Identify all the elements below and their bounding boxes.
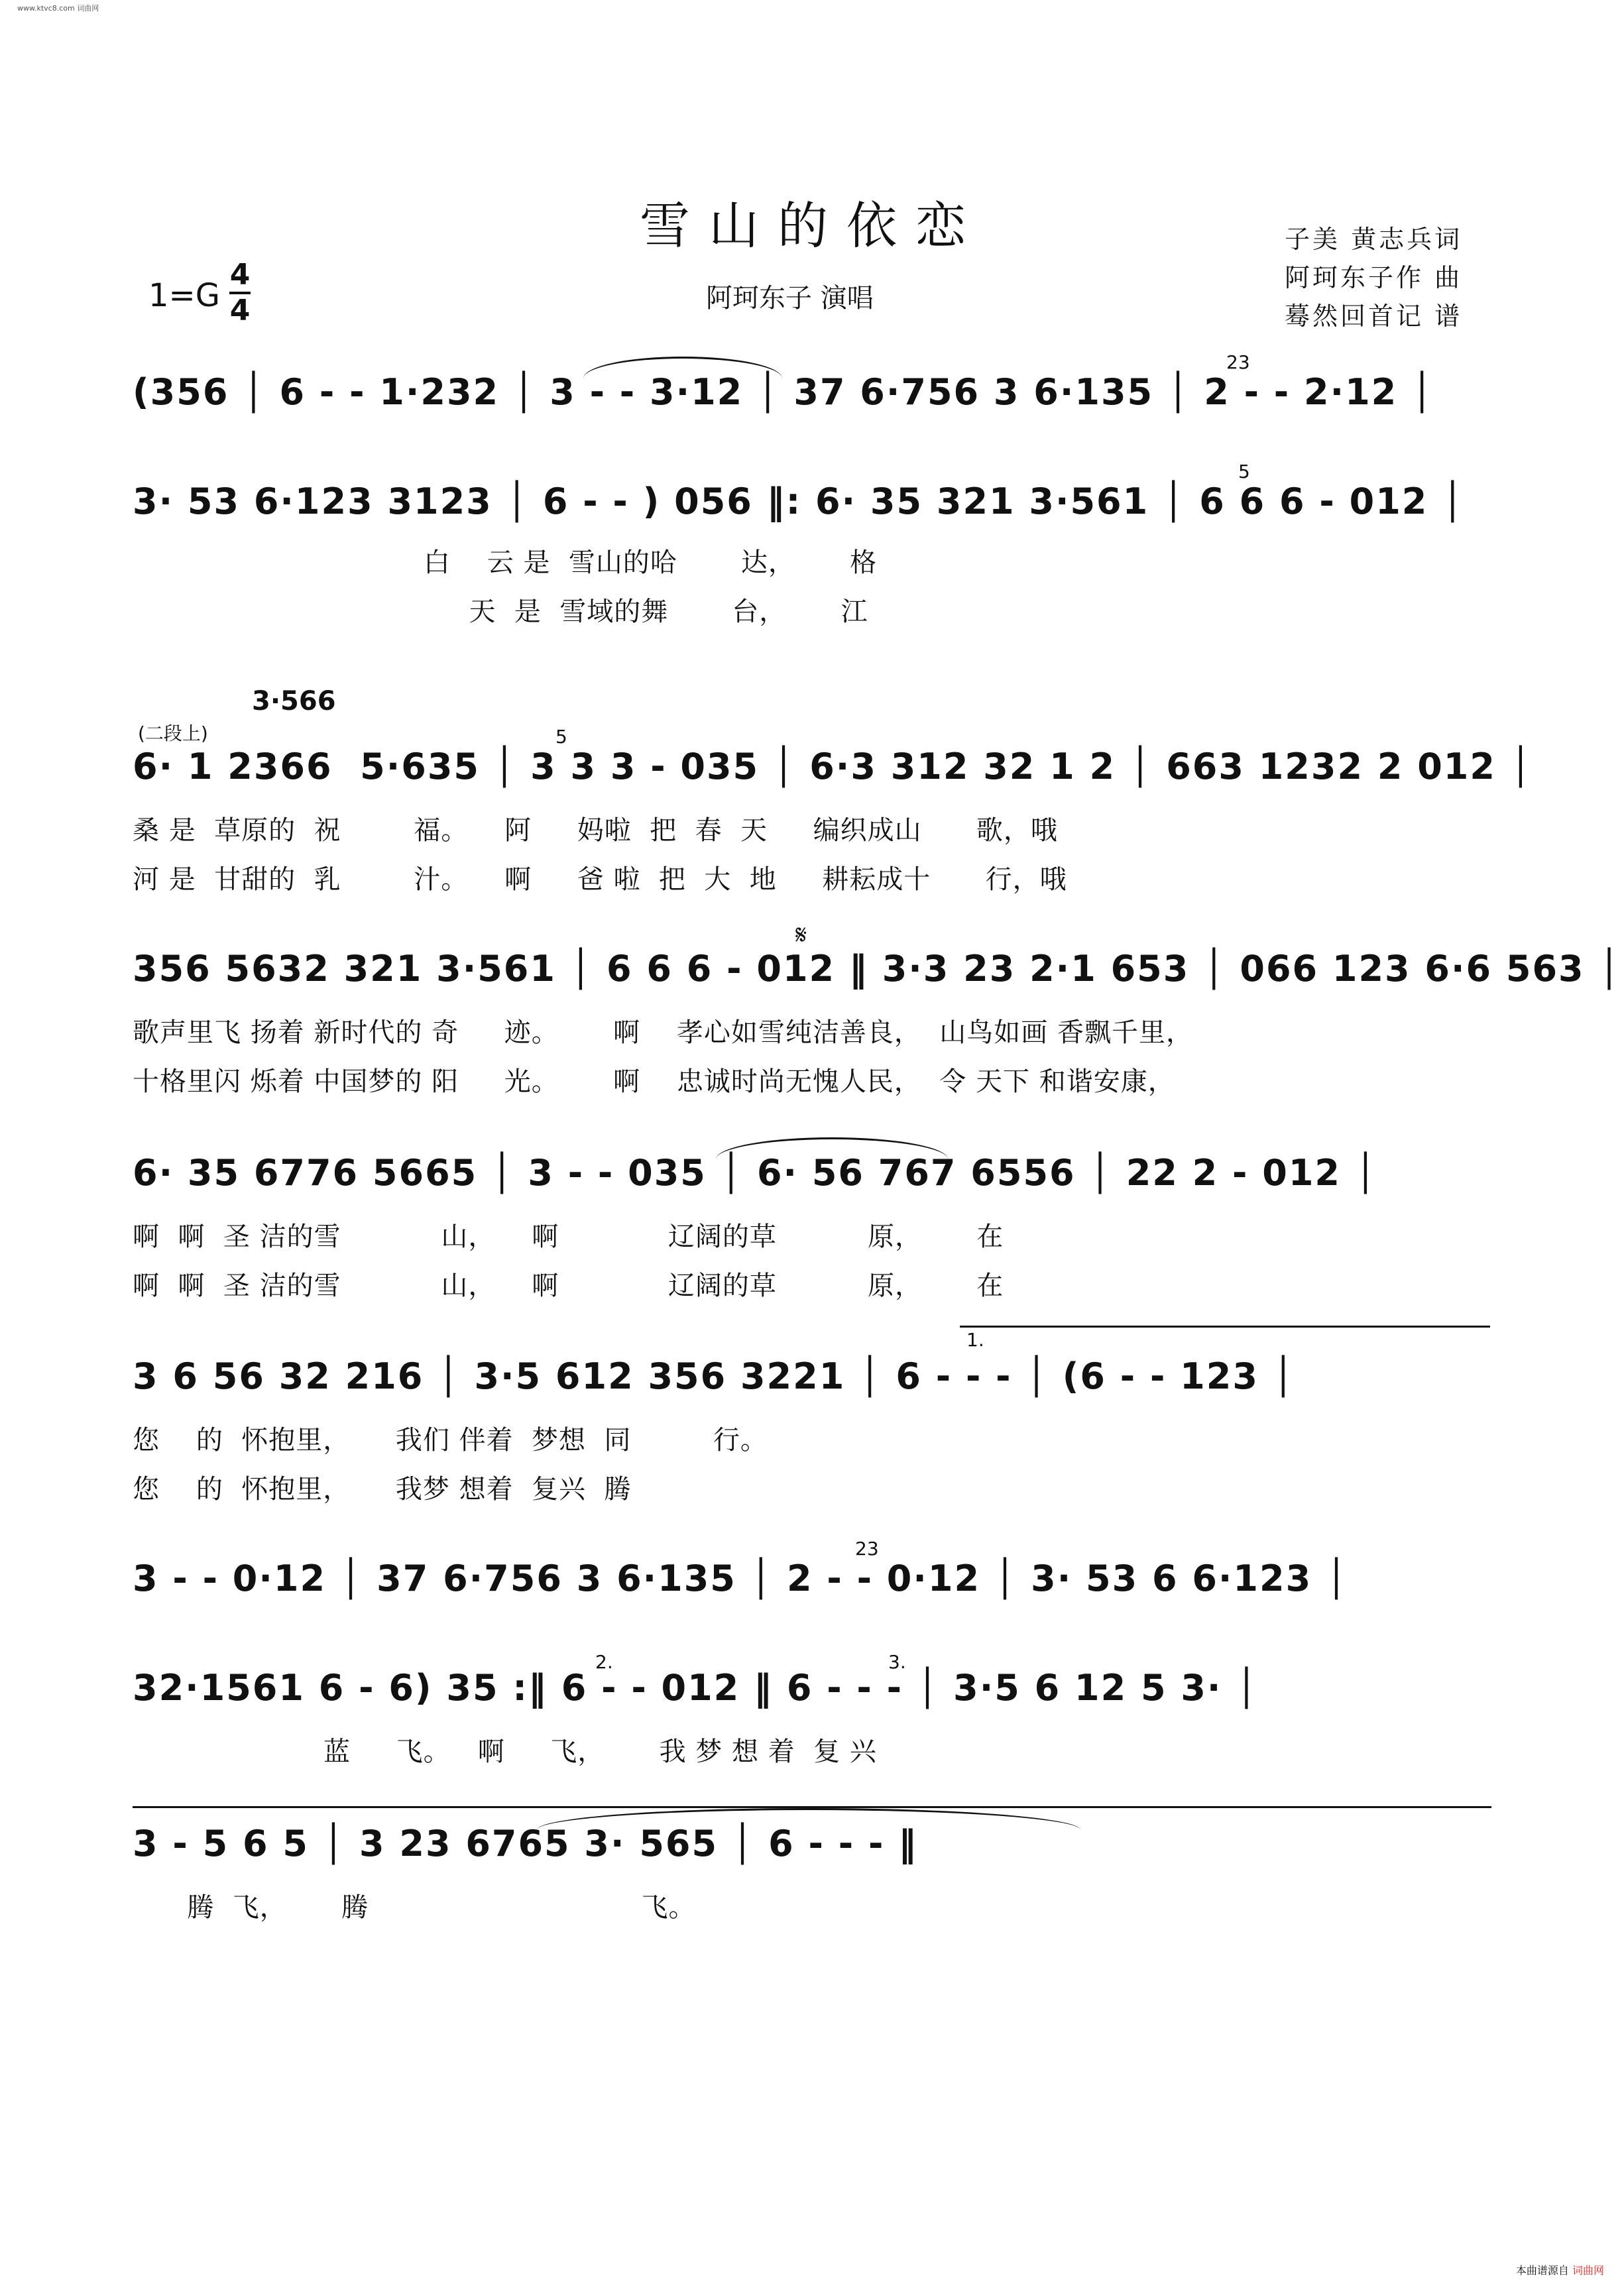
- notation-line: 6· 1 2366 5·635 │ 3 3 3 - 035 │ 6·3 312 32 1 2 │ 663 1232 2 012 │: [133, 746, 1533, 787]
- lyric-verse-1: 蓝 飞。 啊 飞， 我 梦 想 着 复 兴: [133, 1737, 877, 1767]
- song-title: 雪山的依恋: [640, 196, 984, 255]
- composer-credit: 阿珂东子作 曲: [1285, 263, 1463, 292]
- lyric-verse-2: 十格里闪 烁着 中国梦的 阳 光。 啊 忠诚时尚无愧人民， 令 天下 和谐安康，: [133, 1066, 1175, 1097]
- notation-line: 6· 35 6776 5665 │ 3 - - 035 │ 6· 56 767 6556 │ 22 2 - 012 │: [133, 1152, 1378, 1194]
- site-url: www.ktvc8.com 词曲网: [17, 4, 99, 13]
- ornament-notes: 3·566: [252, 686, 336, 716]
- notation-line: (356 │ 6 - - 1·232 │ 3 - - 3·12 │ 37 6·756 3 6·135 │ 2 - - 2·12 │: [133, 371, 1434, 413]
- lyricist-credit: 子美 黄志兵词: [1285, 225, 1463, 254]
- lyric-verse-2: 天 是 雪域的舞 台， 江: [133, 597, 868, 627]
- volta-one: 1.: [966, 1329, 984, 1351]
- footer-source: 本曲谱源自: [1515, 2264, 1569, 2277]
- footer-site: 词曲网: [1572, 2264, 1604, 2277]
- volta-three: 3.: [888, 1651, 906, 1673]
- transcriber-credit: 蓦然回首记 谱: [1285, 302, 1463, 331]
- notation-line: 356 5632 321 3·561 │ 6 6 6 - 012 ‖ 3·3 23 2·1 653 │ 066 123 6·6 563 │: [133, 948, 1621, 990]
- notation-line: 3 6 56 32 216 │ 3·5 612 356 3221 │ 6 - - - │ (6 - - 123 │: [133, 1355, 1296, 1397]
- singer-credit: 阿珂东子 演唱: [706, 283, 874, 314]
- lyric-verse-1: 歌声里飞 扬着 新时代的 奇 迹。 啊 孝心如雪纯洁善良， 山鸟如画 香飘千里，: [133, 1017, 1194, 1048]
- lyric-verse-1: 白 云 是 雪山的哈 达， 格: [133, 547, 878, 578]
- lyric-verse-2: 啊 啊 圣 洁的雪 山， 啊 辽阔的草 原， 在: [133, 1271, 1004, 1301]
- lyric-verse-1: 腾 飞， 腾 飞。: [133, 1892, 696, 1923]
- lyric-verse-1: 桑 是 草原的 祝 福。 阿 妈啦 把 春 天 编织成山 歌，哦: [133, 815, 1058, 846]
- volta-two: 2.: [595, 1651, 613, 1673]
- time-signature-top: 4: [229, 258, 251, 292]
- right-watermark-strip: [1609, 0, 1624, 2284]
- lyric-verse-2: 您 的 怀抱里， 我梦 想着 复兴 腾: [133, 1474, 632, 1505]
- key-signature: 1=G: [148, 277, 220, 314]
- verse-two-mark: (二段上): [138, 722, 208, 744]
- footer: [1516, 2262, 1604, 2277]
- time-signature: [228, 258, 252, 327]
- time-signature-bottom: 4: [229, 294, 251, 327]
- notation-line: 3 - - 0·12 │ 37 6·756 3 6·135 │ 2 - - 0·12 │ 3· 53 6 6·123 │: [133, 1558, 1349, 1599]
- left-watermark-strip: [0, 0, 15, 2284]
- notation-line: 3· 53 6·123 3123 │ 6 - - ) 056 ‖: 6· 35 321 3·561 │ 6 6 6 - 012 │: [133, 481, 1465, 522]
- lyric-verse-1: 啊 啊 圣 洁的雪 山， 啊 辽阔的草 原， 在: [133, 1222, 1004, 1252]
- notation-line: 32·1561 6 - 6) 35 :‖ 6 - - 012 ‖ 6 - - - │ 3·5 6 12 5 3· │: [133, 1667, 1259, 1709]
- notation-line: 3 - 5 6 5 │ 3 23 6765 3· 565 │ 6 - - - ‖: [133, 1823, 918, 1864]
- lyric-verse-2: 河 是 甘甜的 乳 汁。 啊 爸 啦 把 大 地 耕耘成十 行，哦: [133, 864, 1067, 895]
- lyric-verse-1: 您 的 怀抱里， 我们 伴着 梦想 同 行。: [133, 1425, 768, 1456]
